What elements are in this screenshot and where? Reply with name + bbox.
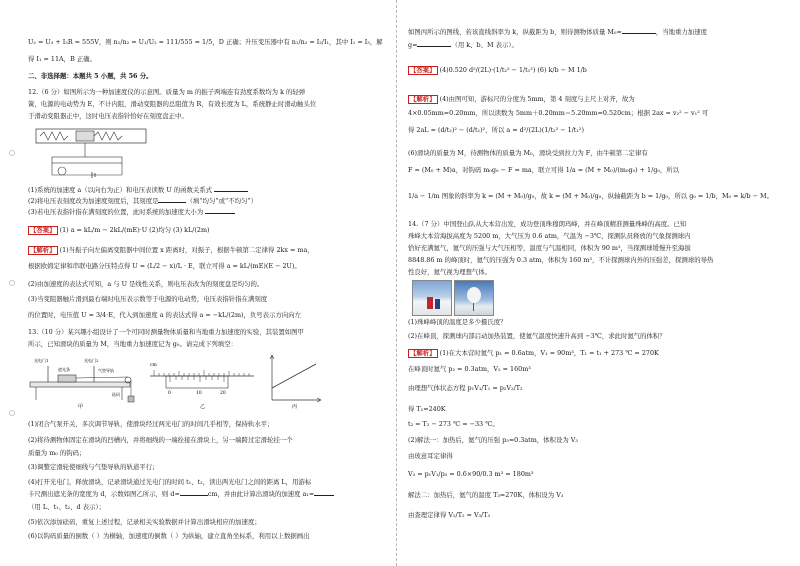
accelerometer-diagram bbox=[32, 123, 150, 181]
q14-line: 恰好充满氦气，氦气的压强与大气压相等，温度与气温相同，体积为 90 m³，当探测球缓慢升至海拔 bbox=[408, 244, 691, 252]
fig-caption: 乙 bbox=[200, 404, 206, 410]
binding-hole bbox=[9, 410, 15, 416]
analysis-line: 得 2aL = (d/t₂)² − (d/t₁)²，所以 a = d²/(2L)(1/t₂² − 1/t₁²) bbox=[408, 126, 584, 134]
q13-line: 13.（10 分）某兴趣小组设计了一个可同时测量物体质量和当地重力加速度的实验，其装置如图甲 bbox=[28, 328, 304, 336]
right-column bbox=[408, 0, 778, 566]
text-line: 得 I₁ = 11A，B 正确。 bbox=[28, 55, 96, 63]
q14-solution: V₃ = p₁V₁/p₃ = 0.6×90/0.3 m³ = 180m³ bbox=[408, 470, 534, 478]
climbers-photo bbox=[412, 280, 452, 316]
text-line: g= （用 k、b、M 表示）。 bbox=[408, 41, 518, 49]
unit-label: cm bbox=[150, 363, 157, 368]
answer-line: 【答案】 (4)0.520 d²/(2L)·(1/t₂² − 1/t₁²) (6) k/b − M 1/b bbox=[410, 66, 587, 74]
fig-label: 遮光条 bbox=[58, 367, 70, 372]
q14-solution: 由理想气体状态方程 p₁V₁/T₁ = p₂V₂/T₂ bbox=[408, 384, 523, 392]
text-line: U₂ = U₃ + I₃R = 555V，则 n₁/n₂ = U₁/U₂ = 111/555 = 1/5，D 正确；升压变压器中有 n₁/n₂ = I₂/I₁，其中 I₁ = I₃，解 bbox=[28, 38, 383, 46]
analysis-line: 【解析】 (4)由图可知，游标尺的分度为 5mm，第 4 刻度与主尺上对齐，故为 bbox=[410, 95, 635, 103]
tick-label: 10 bbox=[196, 391, 202, 396]
q14-line: 珠峰大本营海拔高度为 5200 m，大气压为 0.6 atm，气温为 −3℃，探测队员释放的气象探测球内 bbox=[408, 232, 691, 240]
fig-label: 砝码 bbox=[112, 392, 120, 397]
q14-solution: 【解析】 (1)在大本营时氦气 p₁ = 0.6atm，V₁ = 90m³，T₁ = t₁ + 273 ℃ = 270K bbox=[410, 349, 659, 357]
binding-hole bbox=[9, 280, 15, 286]
q12-line: 12.（6 分）如图所示为一种加速度仪的示意图。质量为 m 的振子两端连有劲度系数均为 k 的轻弹 bbox=[28, 88, 306, 96]
q14-solution: 由查理定律得 V₂/T₂ = V₃/T₃ bbox=[408, 511, 491, 519]
q14-line: 性良好，氦气视为理想气体。 bbox=[408, 268, 492, 276]
line-graph-figure bbox=[264, 352, 324, 410]
analysis-line: (6)滑块的质量为 M，待测物体的质量为 M₀，滑块受到拉力为 F，由牛顿第二定律有 bbox=[408, 149, 648, 157]
binding-hole bbox=[9, 150, 15, 156]
left-column bbox=[28, 0, 384, 566]
q13-line: 所示，已知滑块的质量为 M，当地重力加速度记为 g₀。请完成下列填空： bbox=[28, 340, 237, 348]
q12-analysis: (2)由加速度的表达式可知，a 与 U 是线性关系，则电压表改为的刻度盘是均匀的。 bbox=[28, 280, 264, 288]
analysis-line: F = (M₀ + M)a，对钩码 m₀g₀ − F = ma，联立可得 1/a = (M + M₀)/(m₀g₀) + 1/g₀，所以 bbox=[408, 166, 680, 174]
q12-analysis: 的位置时，电压值 U = 3/4·E，代入到加速度 a 的表达式得 a = −kL/(2m)，负号表示方向向左 bbox=[28, 311, 302, 319]
q12-line: 于滑动变阻器正中，这时电压表指针恰好在刻度盘正中。 bbox=[28, 112, 188, 120]
q12-line: (1)系统的加速度 a（以向右为正）和电压表读数 U 的函数关系式 bbox=[28, 186, 248, 194]
q14-solution: 在峰顶时氦气 p₂ = 0.3atm，V₂ = 160m³ bbox=[408, 365, 531, 373]
q12-line: (2)将电压表刻度改为加速度刻度后，其刻度是 （填“均匀”或“不均匀”） bbox=[28, 197, 258, 205]
vernier-caliper-figure bbox=[146, 358, 258, 410]
q12-line: (3)若电压表指针指在满刻度的位置，此时系统的加速度大小为 bbox=[28, 208, 235, 216]
analysis-line: 1/a − 1/m 图象的斜率为 k = (M + M₀)/g₀，故 k = (M + M₀)/g₀，纵轴截距为 b = 1/g₀，所以 g₀ = 1/b，M₀ = k/b − M。 bbox=[408, 192, 773, 200]
q14-line: 8848.86 m 的峰顶时，氦气的压强为 0.3 atm，体积为 160 m³，不计探测球内外的压强差，探测球的导热 bbox=[408, 256, 714, 264]
fig-caption: 丙 bbox=[292, 404, 298, 410]
analysis-line: 4×0.05mm=0.20mm，所以读数为 5mm＋0.20mm＝5.20mm=0.520cm；根据 2ax = v₂² − v₁² 可 bbox=[408, 109, 709, 117]
tick-label: 0 bbox=[168, 391, 171, 396]
q14-solution: t₂ = T₂ − 273 ℃ = −33 ℃。 bbox=[408, 420, 499, 428]
q12-line: 簧，电源的电动势为 E，不计内阻，滑动变阻器的总阻值为 R，有效长度为 L，系统静止时滑动触头位 bbox=[28, 100, 317, 108]
column-divider bbox=[396, 0, 397, 566]
q13-step: 卡尺测出遮光条的宽度为 d，示数如图乙所示，则 d= cm，并由此计算出滑块的加速度 a₁= bbox=[28, 490, 334, 498]
air-track-figure bbox=[28, 352, 138, 410]
section-title: 二、非选择题：本题共 5 小题，共 56 分。 bbox=[28, 72, 153, 80]
q13-step: (3)调整定滑轮使细线与气垫导轨的轨道平行； bbox=[28, 463, 159, 471]
q13-step: (5)依次添加砝码，重复上述过程，记录相关实验数据并计算出滑块相应的加速度； bbox=[28, 518, 261, 526]
q13-step: 质量为 m₀ 的钩码； bbox=[28, 449, 86, 457]
balloon-photo bbox=[454, 280, 494, 316]
text-line: 如图丙所示的图线，若该直线斜率为 k，纵截距为 b，则待测物体质量 M₀= ，当地重力加速度 bbox=[408, 28, 707, 36]
q14-solution: (2)解法一：加热后，氦气的压强 p₃=0.3atm，体积设为 V₃ bbox=[408, 436, 578, 444]
q13-step: （用 L、t₁、t₂、d 表示）； bbox=[28, 503, 105, 511]
q14-solution: 得 T₂=240K bbox=[408, 405, 446, 413]
q14-solution: 由玻意耳定律得 bbox=[408, 452, 453, 460]
tick-label: 20 bbox=[220, 391, 226, 396]
q12-analysis: 根据欧姆定律和串联电路分压特点得 U = (L/2 − x)/L · E，联立可得 a = kL/(mE)(E − 2U)。 bbox=[28, 262, 301, 270]
q13-step: (1)闭合气泵开关，多次调节导轨，使滑块经过两光电门的时间几乎相等，保持轨水平； bbox=[28, 420, 274, 428]
fig-caption: 甲 bbox=[78, 404, 84, 410]
fig-label: 光电门2 bbox=[84, 358, 99, 363]
q14-line: 14.（7 分）中国登山队从大本营出发，成功登顶珠穆朗玛峰，并在峰顶精准测量珠峰的高度。已知 bbox=[408, 220, 687, 228]
q12-answer: 【答案】 (1) a = kL/m − 2kL/(mE)·U (2)均匀 (3) kL/(2m) bbox=[30, 226, 210, 234]
q13-step: (4)打开光电门，释放滑块，记录滑块通过光电门的时间 t₁、t₂，读出两光电门之间的距离 L，用游标 bbox=[28, 478, 312, 486]
q14-question: (2)在峰顶，探测球内部启动加热装置，使氦气温度快速升高到 −3℃，求此时氦气的体积？ bbox=[408, 332, 666, 340]
q13-step: (6)以钩码质量的倒数（ ）为横轴，加速度的倒数（ ）为纵轴，建立直角坐标系，利用以上数据画出 bbox=[28, 532, 310, 540]
q12-analysis: 【解析】 (1)当振子向左偏离变阻器中间位置 x 距离时，对振子，根据牛顿第二定律得 2kx = ma， bbox=[30, 246, 314, 254]
q14-question: (1)珠峰峰顶的温度是多少摄氏度？ bbox=[408, 318, 507, 326]
fig-label: 光电门1 bbox=[34, 358, 49, 363]
q12-analysis: (3)当变阻器触片滑到最右端时电压表示数等于电源的电动势，电压表指针指在满刻度 bbox=[28, 295, 268, 303]
fig-label: 气垫导轨 bbox=[98, 368, 114, 373]
q14-solution: 解法二：加热后，氦气的温度 T₃=270K，体积设为 V₃ bbox=[408, 491, 564, 499]
q13-step: (2)将待测物体固定在滑块的凹槽内，并将细线的一端拴接在滑块上，另一端跨过定滑轮挂一个 bbox=[28, 436, 293, 444]
